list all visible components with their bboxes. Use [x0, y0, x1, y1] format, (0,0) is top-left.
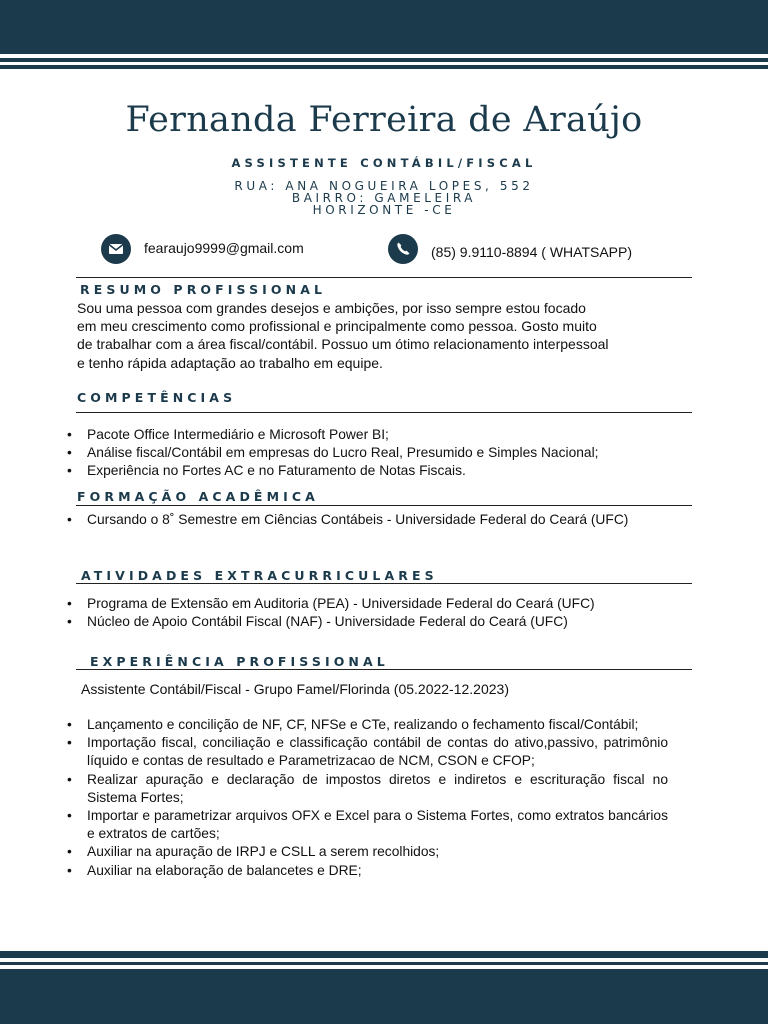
- list-item: • Lançamento e concilição de NF, CF, NFSe e CTe, realizando o fechamento fiscal/Contábil;: [77, 716, 668, 734]
- list-item: • Pacote Office Intermediário e Microsoft Power BI;: [77, 426, 599, 444]
- job-role: ASSISTENTE CONTÁBIL/FISCAL: [231, 156, 537, 170]
- envelope-icon: [101, 234, 131, 264]
- candidate-name: Fernanda Ferreira de Araújo: [125, 100, 643, 140]
- experience-heading: EXPERIÊNCIA PROFISSIONAL: [90, 654, 389, 669]
- section-divider: [76, 277, 692, 278]
- list-item: • Realizar apuração e declaração de impostos diretos e indiretos e escrituração fiscal no Sistema Fortes;: [77, 771, 668, 807]
- phone-icon: [388, 234, 418, 264]
- section-divider: [76, 583, 692, 584]
- list-item: • Programa de Extensão em Auditoria (PEA) - Universidade Federal do Ceará (UFC): [77, 595, 595, 613]
- summary-line: em meu crescimento como profissional e principalmente como pessoa. Gosto muito: [77, 318, 597, 335]
- job-title: Assistente Contábil/Fiscal - Grupo Famel/Florinda (05.2022-12.2023): [81, 681, 509, 697]
- summary-line: de trabalhar com a área fiscal/contábil. Possuo um ótimo relacionamento interpessoal: [77, 336, 609, 353]
- skills-list: [77, 426, 599, 481]
- bottom-stripe-1: [0, 951, 768, 958]
- list-item: • Análise fiscal/Contábil em empresas do Lucro Real, Presumido e Simples Nacional;: [77, 444, 599, 462]
- education-list: [77, 511, 668, 529]
- activities-heading: ATIVIDADES EXTRACURRICULARES: [81, 568, 438, 583]
- list-item: • Cursando o 8˚ Semestre em Ciências Contábeis - Universidade Federal do Ceará (UFC): [77, 511, 668, 529]
- section-divider: [76, 669, 692, 670]
- education-heading: FORMAÇÃO ACADÊMICA: [77, 489, 319, 504]
- list-item: • Experiência no Fortes AC e no Faturamento de Notas Fiscais.: [77, 462, 599, 480]
- list-item: • Auxiliar na elaboração de balancetes e DRE;: [77, 862, 668, 880]
- summary-heading: RESUMO PROFISSIONAL: [80, 282, 327, 297]
- skills-heading: COMPETÊNCIAS: [77, 390, 237, 405]
- bottom-stripe-2: [0, 962, 628, 965]
- address-line: BAIRRO: GAMELEIRA: [291, 191, 477, 205]
- address: [0, 180, 768, 216]
- bottom-stripe-3: [628, 962, 768, 965]
- list-item: • Núcleo de Apoio Contábil Fiscal (NAF) - Universidade Federal do Ceará (UFC): [77, 613, 595, 631]
- experience-list: [77, 716, 668, 880]
- bottom-band: [0, 969, 768, 1024]
- phone-text[interactable]: (85) 9.9110-8894 ( WHATSAPP): [431, 244, 633, 260]
- section-divider: [76, 412, 692, 413]
- top-stripe-2: [0, 65, 768, 69]
- address-line: RUA: ANA NOGUEIRA LOPES, 552: [234, 179, 534, 193]
- section-divider: [76, 505, 692, 506]
- top-stripe-1: [0, 58, 768, 62]
- list-item: • Auxiliar na apuração de IRPJ e CSLL a serem recolhidos;: [77, 843, 668, 861]
- email-text[interactable]: fearaujo9999@gmail.com: [144, 240, 304, 256]
- summary-line: Sou uma pessoa com grandes desejos e ambições, por isso sempre estou focado: [77, 300, 586, 316]
- list-item: • Importação fiscal, conciliação e classificação contábil de contas do ativo,passivo, patrimônio líquido e contas de resultado e Parametrizacao de NCM, CSON e CFOP;: [77, 734, 668, 770]
- summary-text: [77, 299, 697, 372]
- top-band: [0, 0, 768, 54]
- summary-line: e tenho rápida adaptação ao trabalho em equipe.: [77, 354, 383, 371]
- address-line: HORIZONTE -CE: [312, 203, 456, 217]
- list-item: • Importar e parametrizar arquivos OFX e Excel para o Sistema Fortes, como extratos bancários e extratos de cartões;: [77, 807, 668, 843]
- activities-list: [77, 595, 595, 631]
